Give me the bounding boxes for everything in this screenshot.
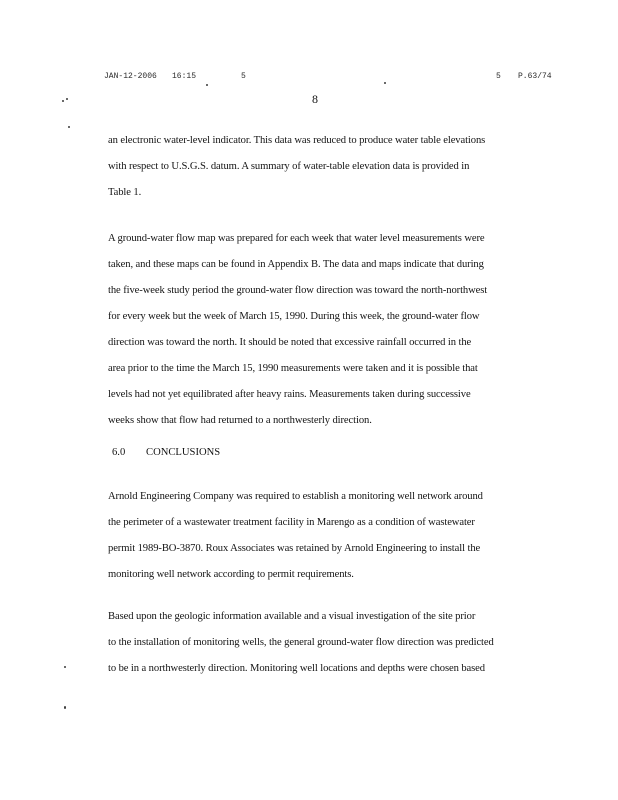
- page-number: 8: [312, 92, 318, 106]
- fax-time: 16:15: [172, 72, 197, 81]
- scan-speck: [206, 84, 208, 86]
- text-line: area prior to the time the March 15, 1990 measurements were taken and it is possible that: [108, 363, 478, 374]
- text-line: weeks show that flow had returned to a northwesterly direction.: [108, 415, 372, 426]
- scan-speck: [62, 100, 64, 102]
- text-line: monitoring well network according to permit requirements.: [108, 569, 354, 580]
- text-line: Based upon the geologic information available and a visual investigation of the site prior: [108, 611, 476, 622]
- scan-speck: [68, 126, 70, 128]
- scan-speck: [64, 666, 66, 668]
- text-line: to the installation of monitoring wells, the general ground-water flow direction was predicted: [108, 637, 494, 648]
- fax-number-right: 5: [496, 72, 501, 81]
- section-heading: [112, 440, 220, 466]
- paragraph-conclusions-intro: [108, 484, 536, 588]
- text-line: the five-week study period the ground-water flow direction was toward the north-northwest: [108, 285, 488, 296]
- fax-date: JAN-12-2006: [104, 72, 157, 81]
- scan-speck: [64, 706, 66, 709]
- text-line: levels had not yet equilibrated after heavy rains. Measurements taken during successive: [108, 389, 471, 400]
- text-line: Arnold Engineering Company was required to establish a monitoring well network around: [108, 491, 483, 502]
- scan-speck: [384, 82, 386, 84]
- text-line: A ground-water flow map was prepared for each week that water level measurements were: [108, 233, 485, 244]
- paragraph-flow-map: [108, 226, 536, 434]
- text-line: with respect to U.S.G.S. datum. A summary of water-table elevation data is provided in: [108, 161, 470, 172]
- text-line: for every week but the week of March 15, 1990. During this week, the ground-water flow: [108, 311, 480, 322]
- fax-page: P.63/74: [518, 72, 552, 81]
- text-line: to be in a northwesterly direction. Monitoring well locations and depths were chosen based: [108, 663, 485, 674]
- scan-speck: [66, 98, 68, 100]
- text-line: direction was toward the north. It should be noted that excessive rainfall occurred in the: [108, 337, 472, 348]
- section-title: CONCLUSIONS: [146, 447, 221, 458]
- text-line: taken, and these maps can be found in Appendix B. The data and maps indicate that during: [108, 259, 484, 270]
- paragraph-water-level: [108, 128, 536, 206]
- text-line: permit 1989-BO-3870. Roux Associates was retained by Arnold Engineering to install the: [108, 543, 481, 554]
- paragraph-geologic-info: [108, 604, 536, 682]
- text-line: Table 1.: [108, 187, 142, 198]
- section-number: 6.0: [112, 447, 126, 458]
- fax-header: [0, 72, 618, 86]
- text-line: the perimeter of a wastewater treatment facility in Marengo as a condition of wastewater: [108, 517, 475, 528]
- text-line: an electronic water-level indicator. This data was reduced to produce water table elevations: [108, 135, 486, 146]
- fax-number-left: 5: [241, 72, 246, 81]
